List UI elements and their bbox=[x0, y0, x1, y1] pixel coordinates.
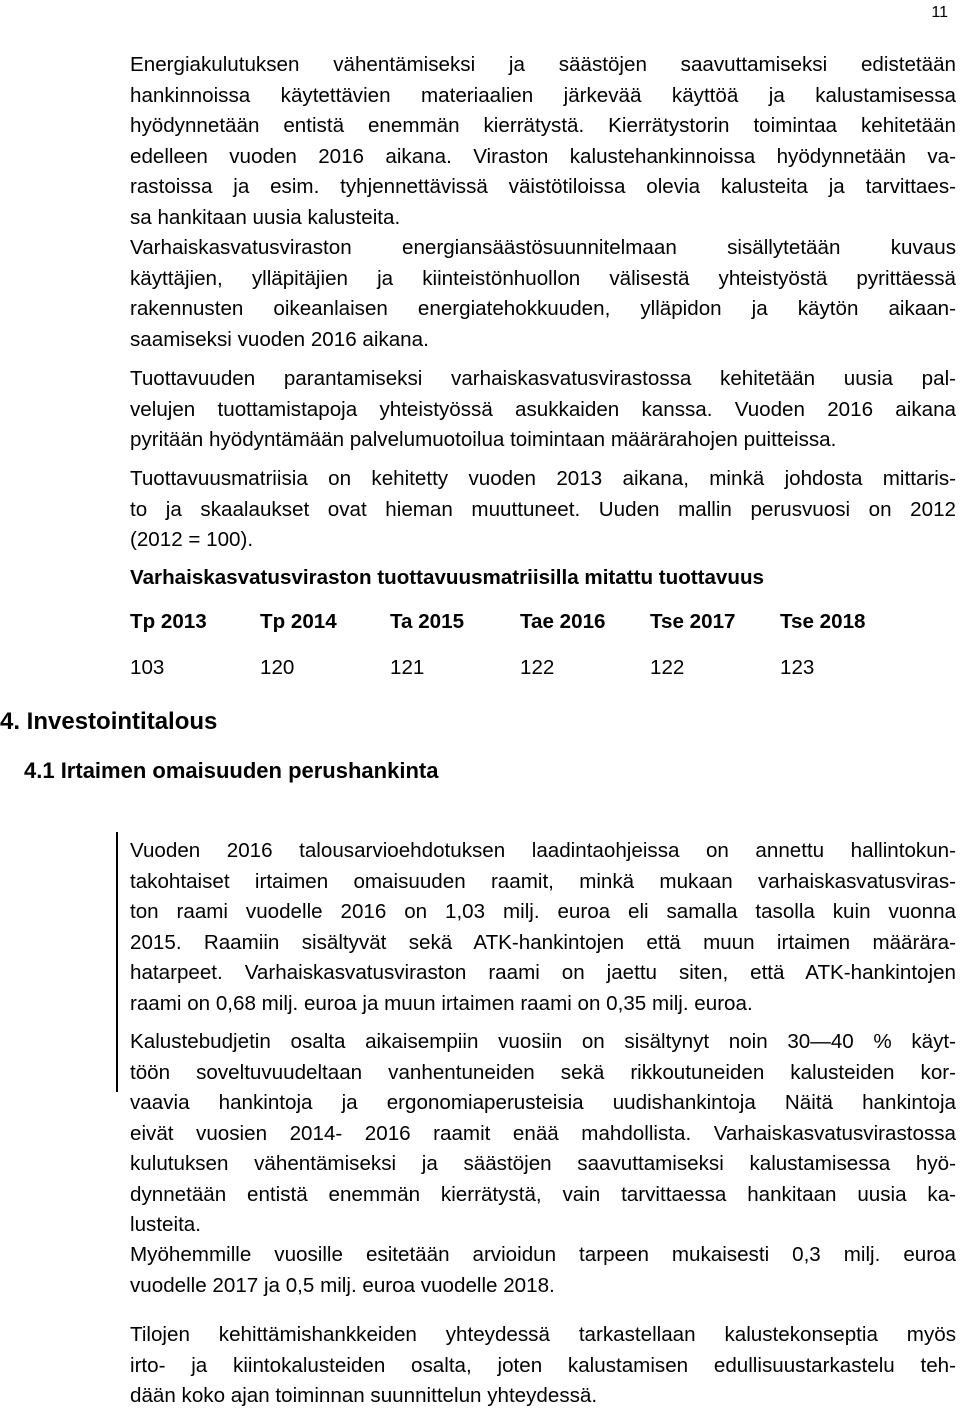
text-line: vuodelle 2017 ja 0,5 milj. euroa vuodelle 2018. bbox=[130, 1273, 555, 1297]
text-line: sa hankitaan uusia kalusteita. bbox=[130, 205, 401, 229]
text-line: käyttäjien, ylläpitäjien ja kiinteistönhuollon välisestä yhteistyöstä pyrittäessä bbox=[130, 266, 956, 290]
text-line: Vuoden 2016 talousarvioehdotuksen laadintaohjeissa on annettu hallintokun- bbox=[130, 839, 956, 862]
text-line: saamiseksi vuoden 2016 aikana. bbox=[130, 327, 429, 351]
subsection-heading-movable-assets: 4.1 Irtaimen omaisuuden perushankinta bbox=[24, 758, 439, 783]
matrix-value-cell: 103 bbox=[130, 656, 165, 679]
page-number: 11 bbox=[931, 4, 948, 21]
matrix-value-cell: 122 bbox=[520, 656, 555, 679]
text-line: raami on 0,68 milj. euroa ja muun irtaimen raami on 0,35 milj. euroa. bbox=[130, 991, 753, 1015]
productivity-matrix-table bbox=[130, 610, 910, 686]
text-line: (2012 = 100). bbox=[130, 528, 254, 551]
matrix-header-cell: Tae 2016 bbox=[520, 610, 606, 633]
matrix-header-cell: Tp 2013 bbox=[130, 610, 207, 633]
text-line: edelleen vuoden 2016 aikana. Viraston kalustehankinnoissa hyödynnetään va- bbox=[130, 144, 956, 168]
text-line: 2015. Raamiin sisältyvät sekä ATK-hankintojen että muun irtaimen määrära- bbox=[130, 930, 956, 954]
paragraph-matrix-info bbox=[130, 464, 956, 556]
matrix-value-row bbox=[130, 640, 910, 686]
text-line: to ja skaalaukset ovat hieman muuttuneet. Uuden mallin perusvuosi on 2012 bbox=[130, 497, 956, 521]
text-line: Myöhemmille vuosille esitetään arvioidun tarpeen mukaisesti 0,3 milj. euroa bbox=[130, 1243, 956, 1266]
text-line: Tilojen kehittämishankkeiden yhteydessä tarkastellaan kalustekonseptia myös bbox=[130, 1323, 956, 1346]
text-line: hatarpeet. Varhaiskasvatusviraston raami on jaettu siten, että ATK-hankintojen bbox=[130, 961, 956, 984]
text-line: Tuottavuuden parantamiseksi varhaiskasvatusvirastossa kehitetään uusia pal- bbox=[130, 367, 956, 390]
text-line: dynnetään entistä enemmän kierrätystä, vain tarvittaessa hankitaan uusia ka- bbox=[130, 1182, 956, 1206]
text-line: irto- ja kiintokalusteiden osalta, joten kalustamisen edullisuustarkastelu teh- bbox=[130, 1353, 956, 1377]
text-line: hyödynnetään entistä enemmän kierrätystä. Kierrätystorin toimintaa kehitetään bbox=[130, 114, 956, 137]
text-line: velujen tuottamistapoja yhteistyössä asukkaiden kanssa. Vuoden 2016 aikana bbox=[130, 397, 956, 421]
change-bar bbox=[116, 832, 118, 1092]
paragraph-budget-frame bbox=[130, 836, 956, 1019]
paragraph-space-development bbox=[130, 1320, 956, 1412]
section-heading-investment: 4. Investointitalous bbox=[0, 708, 218, 735]
text-line: ton raami vuodelle 2016 on 1,03 milj. euroa eli samalla tasolla kuin vuonna bbox=[130, 900, 956, 923]
text-line: Energiakulutuksen vähentämiseksi ja säästöjen saavuttamiseksi edistetään bbox=[130, 53, 956, 76]
paragraph-productivity bbox=[130, 364, 956, 456]
text-line: hankinnoissa käytettävien materiaalien järkevää käyttöä ja kalustamisessa bbox=[130, 83, 956, 107]
text-line: eivät vuosien 2014- 2016 raamit enää mahdollista. Varhaiskasvatusvirastossa bbox=[130, 1121, 956, 1145]
matrix-value-cell: 121 bbox=[390, 656, 425, 679]
text-line: rakennusten oikeanlaisen energiatehokkuuden, ylläpidon ja käytön aikaan- bbox=[130, 297, 956, 320]
matrix-header-cell: Tse 2018 bbox=[780, 610, 866, 633]
text-line: kulutuksen vähentämiseksi ja säästöjen saavuttamiseksi kalustamisessa hyö- bbox=[130, 1152, 956, 1175]
text-line: Tuottavuusmatriisia on kehitetty vuoden 2013 aikana, minkä johdosta mittaris- bbox=[130, 467, 956, 490]
matrix-value-cell: 123 bbox=[780, 656, 815, 679]
paragraph-energy-plan bbox=[130, 233, 956, 355]
matrix-header-cell: Ta 2015 bbox=[390, 610, 465, 633]
paragraph-energy-savings bbox=[130, 50, 956, 233]
text-line: töön soveltuvuudeltaan vanhentuneiden sekä rikkoutuneiden kalusteiden kor- bbox=[130, 1060, 956, 1084]
text-line: lusteita. bbox=[130, 1213, 201, 1236]
paragraph-furniture-budget bbox=[130, 1027, 956, 1241]
matrix-header-cell: Tp 2014 bbox=[260, 610, 337, 633]
text-line: takohtaiset irtaimen omaisuuden raamit, minkä mukaan varhaiskasvatusviras- bbox=[130, 869, 956, 893]
text-line: Kalustebudjetin osalta aikaisempiin vuosiin on sisältynyt noin 30—40 % käyt- bbox=[130, 1030, 956, 1053]
matrix-header-row bbox=[130, 610, 910, 640]
matrix-value-cell: 120 bbox=[260, 656, 295, 679]
text-line: pyritään hyödyntämään palvelumuotoilua toimintaan määrärahojen puitteissa. bbox=[130, 428, 837, 451]
text-line: Varhaiskasvatusviraston energiansäästösuunnitelmaan sisällytetään kuvaus bbox=[130, 236, 956, 259]
text-line: vaavia hankintoja ja ergonomiaperusteisia uudishankintoja Näitä hankintoja bbox=[130, 1091, 956, 1114]
matrix-header-cell: Tse 2017 bbox=[650, 610, 736, 633]
text-line: rastoissa ja esim. tyhjennettävissä väistötiloissa olevia kalusteita ja tarvittaes- bbox=[130, 175, 956, 198]
text-line: dään koko ajan toiminnan suunnittelun yhteydessä. bbox=[130, 1384, 598, 1407]
matrix-title: Varhaiskasvatusviraston tuottavuusmatriisilla mitattu tuottavuus bbox=[130, 566, 765, 589]
paragraph-later-years bbox=[130, 1240, 956, 1301]
matrix-value-cell: 122 bbox=[650, 656, 685, 679]
